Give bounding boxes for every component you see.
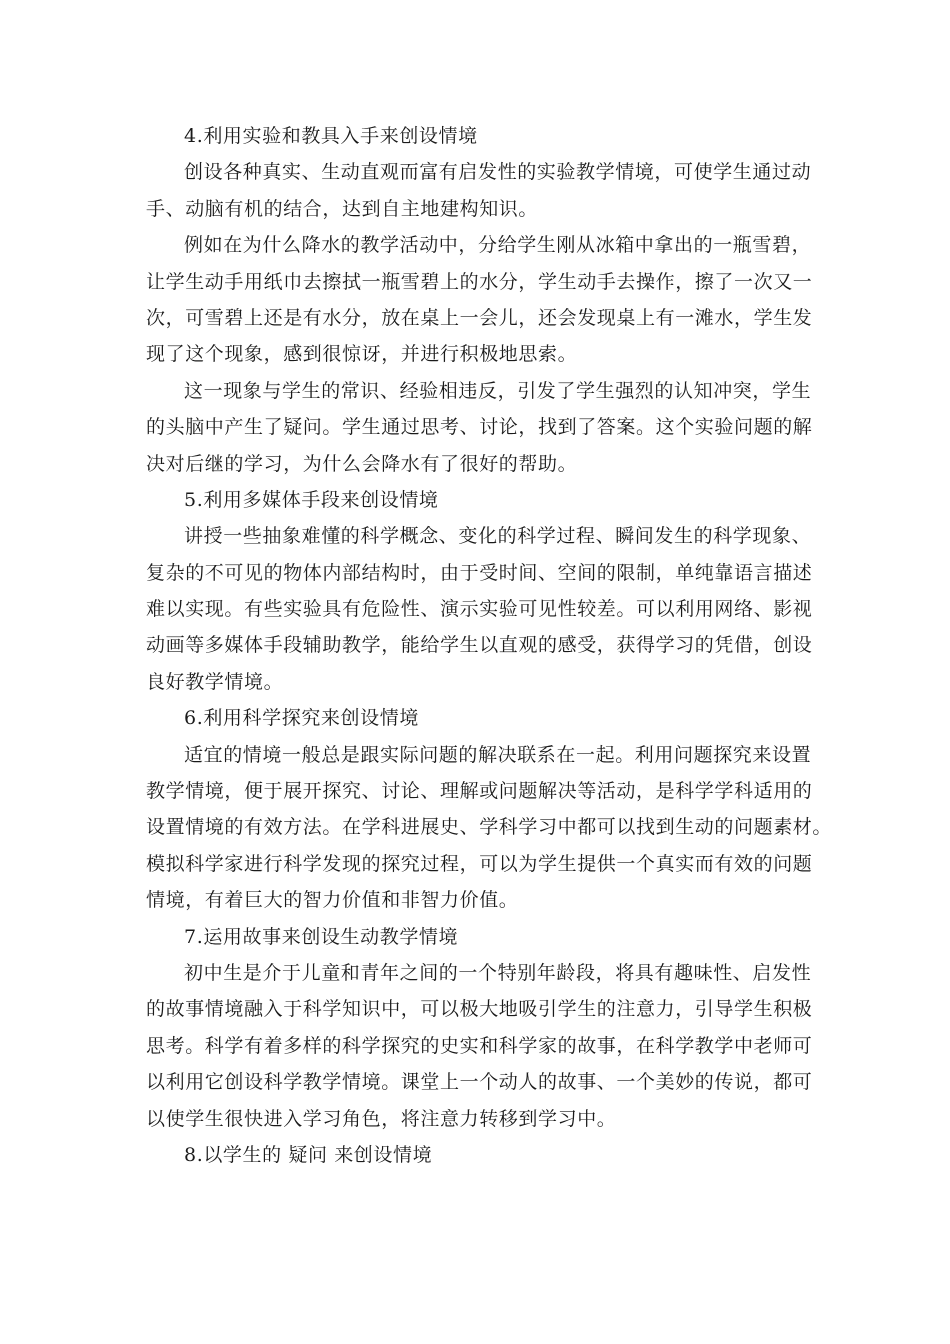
section-heading: 5.利用多媒体手段来创设情境 — [184, 488, 439, 511]
paragraph-line: 设置情境的有效方法。在学科进展史、学科学习中都可以找到生动的问题素材。 — [146, 816, 833, 839]
paragraph-line: 例如在为什么降水的教学活动中，分给学生刚从冰箱中拿出的一瓶雪碧， — [184, 234, 812, 257]
section-heading: 7.运用故事来创设生动教学情境 — [184, 925, 459, 948]
section-heading: 4.利用实验和教具入手来创设情境 — [184, 125, 478, 147]
paragraph-line: 模拟科学家进行科学发现的探究过程，可以为学生提供一个真实而有效的问题 — [146, 852, 813, 875]
paragraph-line: 教学情境，便于展开探究、讨论、理解或问题解决等活动，是科学学科适用的 — [146, 780, 813, 803]
paragraph-line: 思考。科学有着多样的科学探究的史实和科学家的故事，在科学教学中老师可 — [146, 1034, 813, 1057]
paragraph-line: 情境，有着巨大的智力价值和非智力价值。 — [146, 889, 519, 912]
paragraph-line: 让学生动手用纸巾去擦拭一瓶雪碧上的水分，学生动手去操作，擦了一次又一 — [146, 270, 813, 293]
section-heading: 8.以学生的 疑问 来创设情境 — [184, 1143, 433, 1166]
paragraph-line: 适宜的情境一般总是跟实际问题的解决联系在一起。利用问题探究来设置 — [184, 743, 812, 766]
paragraph-line: 以利用它创设科学教学情境。课堂上一个动人的故事、一个美妙的传说，都可 — [146, 1071, 813, 1094]
paragraph-line: 良好教学情境。 — [146, 670, 284, 693]
paragraph-line: 决对后继的学习，为什么会降水有了很好的帮助。 — [146, 452, 578, 475]
document-body — [146, 118, 833, 1173]
section-heading: 6.利用科学探究来创设情境 — [184, 707, 419, 730]
paragraph-line: 的头脑中产生了疑问。学生通过思考、讨论，找到了答案。这个实验问题的解 — [146, 416, 813, 439]
paragraph-line: 难以实现。有些实验具有危险性、演示实验可见性较差。可以利用网络、影视 — [146, 598, 813, 621]
paragraph-line: 次，可雪碧上还是有水分，放在桌上一会儿，还会发现桌上有一滩水，学生发 — [146, 306, 813, 329]
paragraph-line: 复杂的不可见的物体内部结构时，由于受时间、空间的限制，单纯靠语言描述 — [146, 561, 813, 584]
paragraph-line: 创设各种真实、生动直观而富有启发性的实验教学情境，可使学生通过动 — [184, 161, 812, 184]
paragraph-line: 初中生是介于儿童和青年之间的一个特别年龄段，将具有趣味性、启发性 — [184, 961, 812, 984]
paragraph-line: 讲授一些抽象难懂的科学概念、变化的科学过程、瞬间发生的科学现象、 — [184, 525, 812, 548]
paragraph-line: 这一现象与学生的常识、经验相违反，引发了学生强烈的认知冲突，学生 — [184, 379, 812, 402]
paragraph-line: 手、动脑有机的结合，达到自主地建构知识。 — [146, 197, 539, 220]
paragraph-line: 以使学生很快进入学习角色，将注意力转移到学习中。 — [146, 1107, 617, 1130]
paragraph-line: 的故事情境融入于科学知识中，可以极大地吸引学生的注意力，引导学生积极 — [146, 998, 813, 1021]
paragraph-line: 动画等多媒体手段辅助教学，能给学生以直观的感受，获得学习的凭借，创设 — [146, 634, 813, 657]
paragraph-line: 现了这个现象，感到很惊讶，并进行积极地思索。 — [146, 343, 578, 366]
